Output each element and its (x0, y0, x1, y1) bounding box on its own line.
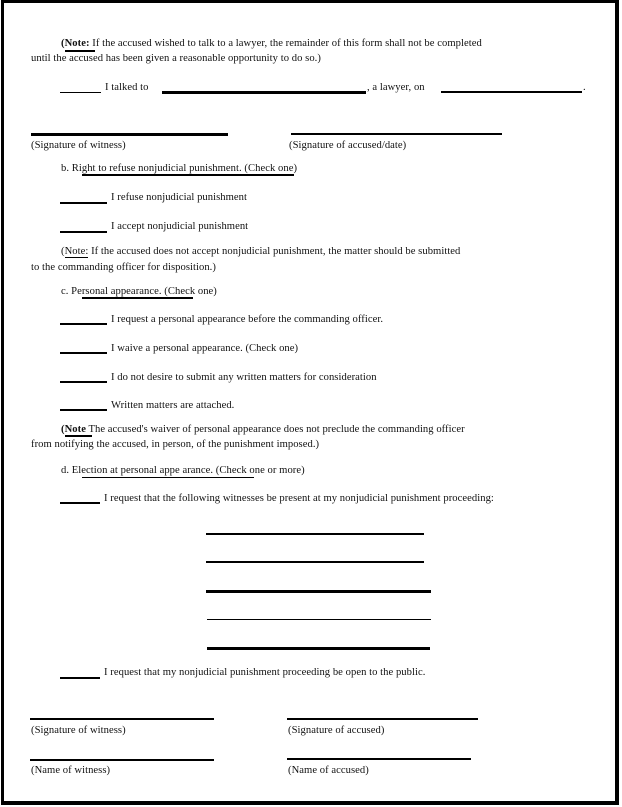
witness-name-slot-5[interactable] (207, 647, 430, 650)
witness-signature-label-2: (Signature of witness) (31, 725, 126, 736)
a-lawyer-on-label: , a lawyer, on (367, 82, 425, 93)
request-appearance-option: I request a personal appearance before the commanding officer. (111, 314, 384, 325)
accused-name-line[interactable] (287, 758, 471, 760)
witness-name-slot-1[interactable] (206, 533, 424, 535)
section-d-suffix: . (Check one or more) (210, 465, 305, 476)
no-written-matters-option: I do not desire to submit any written matters for consideration (111, 372, 377, 383)
note-1-label: Note: (64, 38, 90, 49)
lawyer-date-blank[interactable] (441, 91, 582, 93)
section-c-title: Personal appearance. (71, 286, 162, 297)
written-matters-attached-option: Written matters are attached. (111, 400, 235, 411)
section-b-note-text-1: : If the accused does not accept nonjudicial punishment, the matter should be submitted (85, 246, 461, 257)
section-b-title-underline (82, 174, 294, 176)
section-c-prefix: c. (61, 286, 69, 297)
section-c-note-underline (65, 435, 92, 437)
lawyer-check-blank[interactable] (60, 92, 101, 93)
witness-name-slot-2[interactable] (206, 561, 424, 563)
section-d-heading (61, 464, 305, 477)
section-b-note-underline (65, 257, 88, 258)
section-c-note-paren: ( (61, 424, 65, 435)
accused-signature-date-line[interactable] (291, 133, 502, 135)
section-c-note-line-1 (61, 423, 465, 436)
request-appearance-blank[interactable] (60, 323, 107, 325)
witness-name-line[interactable] (30, 759, 214, 761)
note-1-paren: ( (61, 38, 65, 49)
section-b-note-line-2: to the commanding officer for disposition.) (31, 262, 216, 273)
accept-njp-option: I accept nonjudicial punishment (111, 221, 249, 232)
witness-signature-line-2[interactable] (30, 718, 214, 720)
lawyer-name-blank[interactable] (162, 91, 366, 94)
section-b-note-paren: ( (61, 246, 65, 257)
section-d-prefix: d. (61, 465, 70, 476)
witnesses-request-blank[interactable] (60, 502, 100, 504)
written-matters-attached-blank[interactable] (60, 409, 107, 411)
section-b-note-line-1 (61, 245, 460, 258)
section-b-suffix: . (Check one) (239, 163, 298, 174)
refuse-njp-option: I refuse nonjudicial punishment (111, 192, 247, 203)
waive-appearance-blank[interactable] (60, 352, 107, 354)
section-b-title: Right to refuse nonjudicial punishment (71, 163, 240, 174)
witness-signature-label-1: (Signature of witness) (31, 140, 126, 151)
section-d-title: Election at personal appe arance (71, 465, 211, 476)
waive-appearance-option: I waive a personal appearance. (Check one) (111, 343, 299, 354)
section-c-title-underline (82, 297, 193, 299)
section-c-note-label: Note (64, 424, 86, 435)
page-border (1, 0, 619, 805)
witness-signature-line-1[interactable] (31, 133, 228, 136)
section-c-note-line-2: from notifying the accused, in person, of the punishment imposed.) (31, 439, 320, 450)
open-to-public-blank[interactable] (60, 677, 100, 679)
witnesses-request-option: I request that the following witnesses be present at my nonjudicial punishment proceeding: (104, 493, 494, 504)
note-1-line-1 (61, 37, 482, 50)
section-b-prefix: b. (61, 163, 70, 174)
accused-signature-line[interactable] (287, 718, 478, 720)
accused-signature-date-label: (Signature of accused/date) (289, 140, 407, 151)
lawyer-line-period: . (583, 82, 586, 93)
note-1-text-1: If the accused wished to talk to a lawyer, the remainder of this form shall not be completed (92, 38, 482, 49)
talked-to-label: I talked to (105, 82, 149, 93)
section-b-note-label: Note (64, 246, 86, 257)
refuse-njp-blank[interactable] (60, 202, 107, 204)
witness-name-slot-4[interactable] (207, 619, 431, 620)
witness-name-slot-3[interactable] (206, 590, 431, 593)
note-1-line-2: until the accused has been given a reasonable opportunity to do so.) (31, 53, 321, 64)
section-d-title-underline (82, 477, 254, 478)
no-written-matters-blank[interactable] (60, 381, 107, 383)
section-c-suffix: (Check one) (161, 286, 217, 297)
witness-name-label: (Name of witness) (31, 765, 111, 776)
accused-name-label: (Name of accused) (288, 765, 369, 776)
section-c-note-text-1: The accused's waiver of personal appearance does not preclude the commanding officer (85, 424, 465, 435)
open-to-public-option: I request that my nonjudicial punishment proceeding be open to the public. (104, 667, 426, 678)
accept-njp-blank[interactable] (60, 231, 107, 233)
accused-signature-label: (Signature of accused) (288, 725, 385, 736)
